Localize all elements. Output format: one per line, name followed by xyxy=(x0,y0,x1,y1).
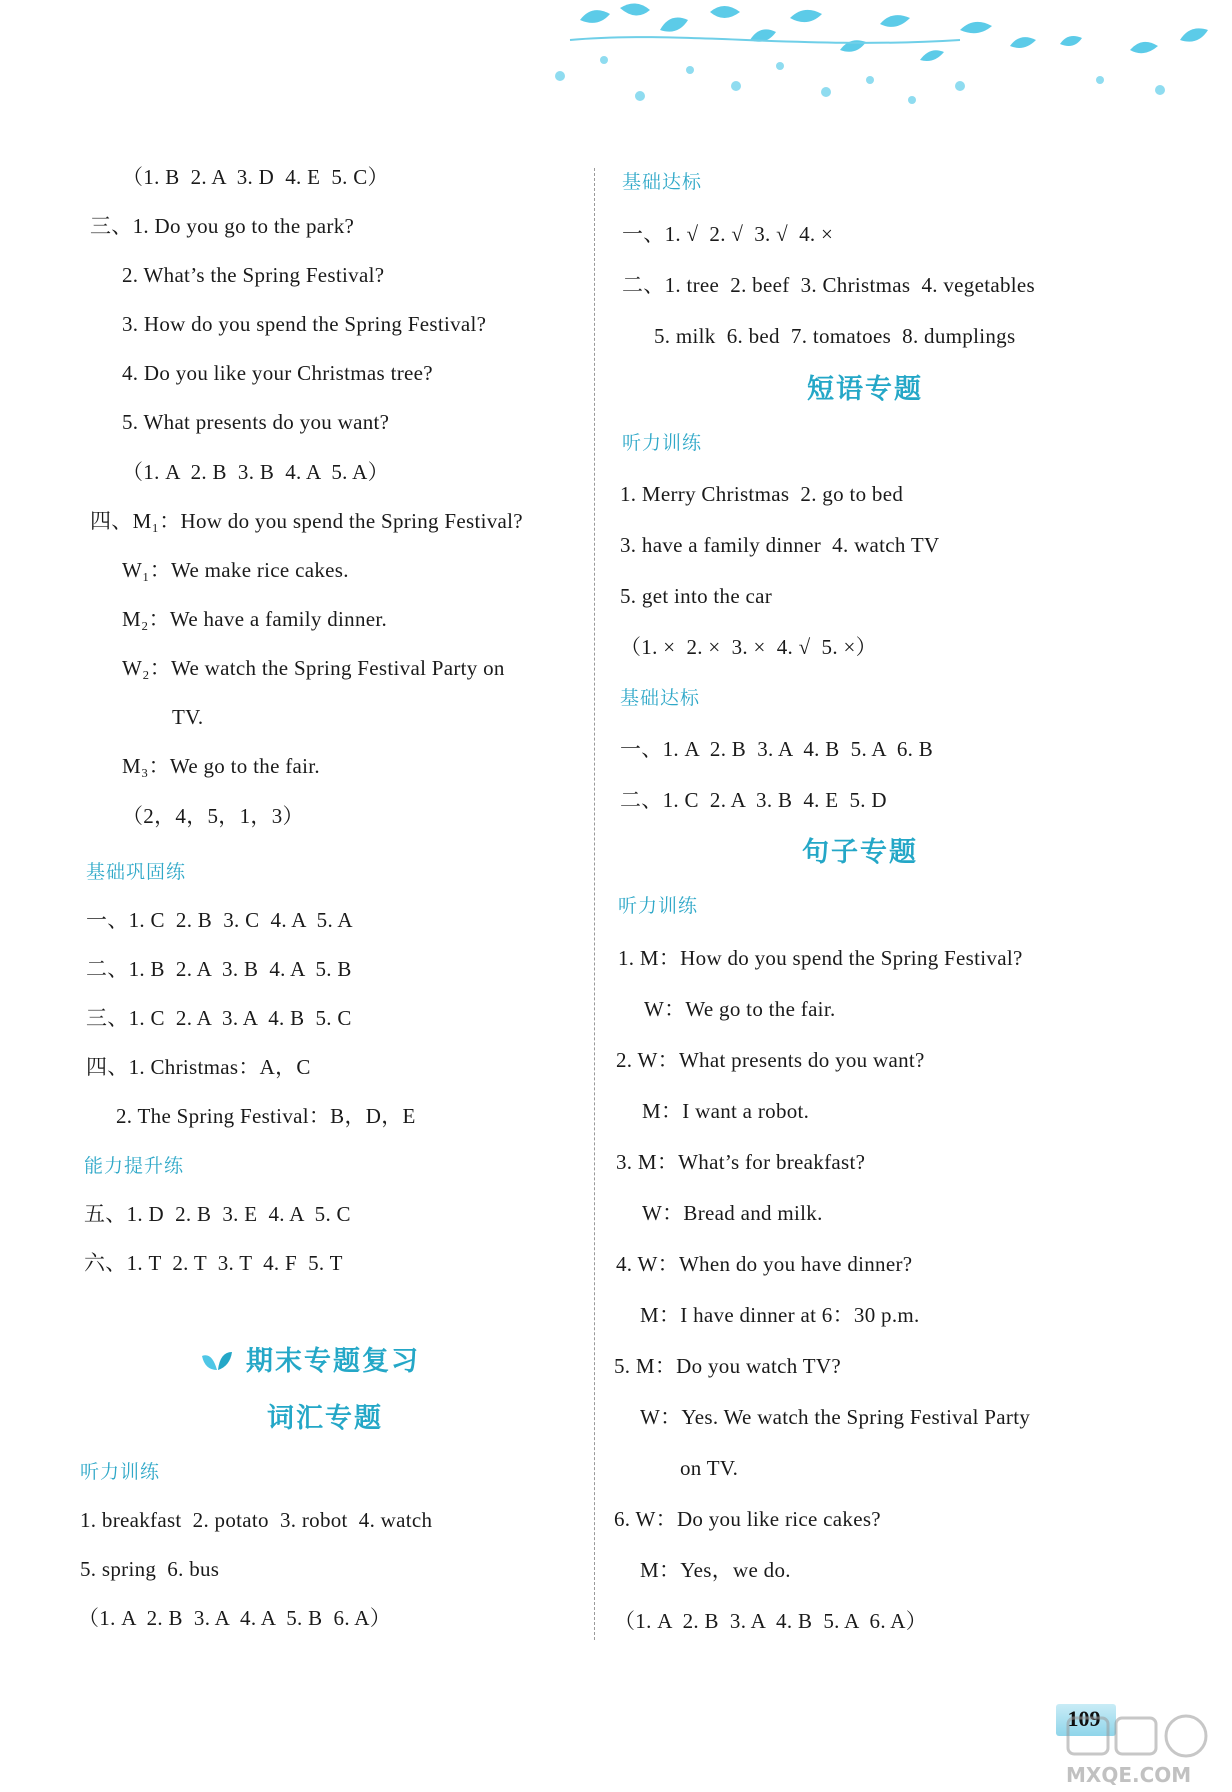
answer-line: 六、1. T 2. T 3. T 4. F 5. T xyxy=(84,1251,343,1275)
answer-line: 2. W：What presents do you want? xyxy=(616,1048,925,1072)
answer-line: W：We go to the fair. xyxy=(644,997,836,1021)
section-heading: 基础巩固练 xyxy=(86,861,187,883)
answer-line: 一、1. C 2. B 3. C 4. A 5. A xyxy=(86,908,353,932)
answer-line: 5. spring 6. bus xyxy=(80,1557,220,1581)
answer-line: 五、1. D 2. B 3. E 4. A 5. C xyxy=(84,1202,351,1226)
answer-line: 1. breakfast 2. potato 3. robot 4. watch xyxy=(80,1508,433,1532)
topic-heading: 词汇专题 xyxy=(267,1403,383,1434)
answer-line: W₁：We make rice cakes. xyxy=(122,558,349,582)
topic-heading: 短语专题 xyxy=(807,374,923,405)
answer-line: M：I have dinner at 6：30 p.m. xyxy=(640,1303,920,1327)
answer-line: 4. Do you like your Christmas tree? xyxy=(122,361,433,385)
topic-heading: 句子专题 xyxy=(802,837,918,868)
answer-line: 一、1. A 2. B 3. A 4. B 5. A 6. B xyxy=(620,737,934,761)
answer-line: 二、1. B 2. A 3. B 4. A 5. B xyxy=(86,957,352,981)
answer-line: W₂：We watch the Spring Festival Party on xyxy=(122,656,505,680)
answer-line: 1. M：How do you spend the Spring Festival? xyxy=(618,946,1023,970)
section-heading: 听力训练 xyxy=(622,432,703,454)
answer-line: （1. A 2. B 3. A 4. B 5. A 6. A） xyxy=(614,1609,928,1633)
review-title-text: 期末专题复习 xyxy=(246,1346,420,1377)
answer-line: 四、1. Christmas：A，C xyxy=(86,1055,311,1079)
answer-line: （1. A 2. B 3. B 4. A 5. A） xyxy=(122,460,389,484)
answer-line: （1. A 2. B 3. A 4. A 5. B 6. A） xyxy=(78,1606,392,1630)
answer-line: M：I want a robot. xyxy=(642,1099,810,1123)
answer-line: 5. get into the car xyxy=(620,584,773,608)
section-heading: 基础达标 xyxy=(622,171,703,193)
answer-line: 三、1. Do you go to the park? xyxy=(90,214,355,238)
answer-line: M₃：We go to the fair. xyxy=(122,754,320,778)
answer-line: 一、1. √ 2. √ 3. √ 4. × xyxy=(622,222,834,246)
answer-line: 3. How do you spend the Spring Festival? xyxy=(122,312,487,336)
answer-line: 四、M₁：How do you spend the Spring Festival? xyxy=(90,509,523,533)
answer-line: 二、1. C 2. A 3. B 4. E 5. D xyxy=(620,788,887,812)
leaf-decoration xyxy=(540,0,1232,120)
answer-line: 3. have a family dinner 4. watch TV xyxy=(620,533,940,557)
watermark-text: MXQE.COM xyxy=(1066,1763,1192,1787)
page-number-text: 109 xyxy=(1067,1706,1101,1731)
answer-line: M₂：We have a family dinner. xyxy=(122,607,388,631)
answer-line: 6. W：Do you like rice cakes? xyxy=(614,1507,881,1531)
answer-line: 2. The Spring Festival：B，D，E xyxy=(116,1104,416,1128)
answer-line: W：Bread and milk. xyxy=(642,1201,823,1225)
section-heading: 能力提升练 xyxy=(84,1155,185,1177)
watermark-logo xyxy=(1062,1708,1232,1792)
answer-line: 1. Merry Christmas 2. go to bed xyxy=(620,482,904,506)
answer-line: （1. × 2. × 3. × 4. √ 5. ×） xyxy=(620,635,877,659)
answer-line: M：Yes，we do. xyxy=(640,1558,791,1582)
review-title xyxy=(0,1345,620,1379)
answer-line: 5. milk 6. bed 7. tomatoes 8. dumplings xyxy=(654,324,1016,348)
answer-line: TV. xyxy=(172,705,204,729)
answer-line: 4. W：When do you have dinner? xyxy=(616,1252,913,1276)
section-heading: 听力训练 xyxy=(80,1461,161,1483)
answer-line: （1. B 2. A 3. D 4. E 5. C） xyxy=(122,165,389,189)
answer-line: on TV. xyxy=(680,1456,739,1480)
answer-line: 5. What presents do you want? xyxy=(122,410,390,434)
answer-line: 5. M：Do you watch TV? xyxy=(614,1354,841,1378)
section-heading: 基础达标 xyxy=(620,687,701,709)
answer-line: 2. What’s the Spring Festival? xyxy=(122,263,385,287)
section-heading: 听力训练 xyxy=(618,895,699,917)
answer-line: 3. M：What’s for breakfast? xyxy=(616,1150,866,1174)
leaf-icon xyxy=(200,1350,234,1376)
answer-line: W：Yes. We watch the Spring Festival Party xyxy=(640,1405,1031,1429)
answer-line: 三、1. C 2. A 3. A 4. B 5. C xyxy=(86,1006,352,1030)
answer-line: （2，4，5，1，3） xyxy=(122,804,304,828)
answer-line: 二、1. tree 2. beef 3. Christmas 4. vegetables xyxy=(622,273,1035,297)
